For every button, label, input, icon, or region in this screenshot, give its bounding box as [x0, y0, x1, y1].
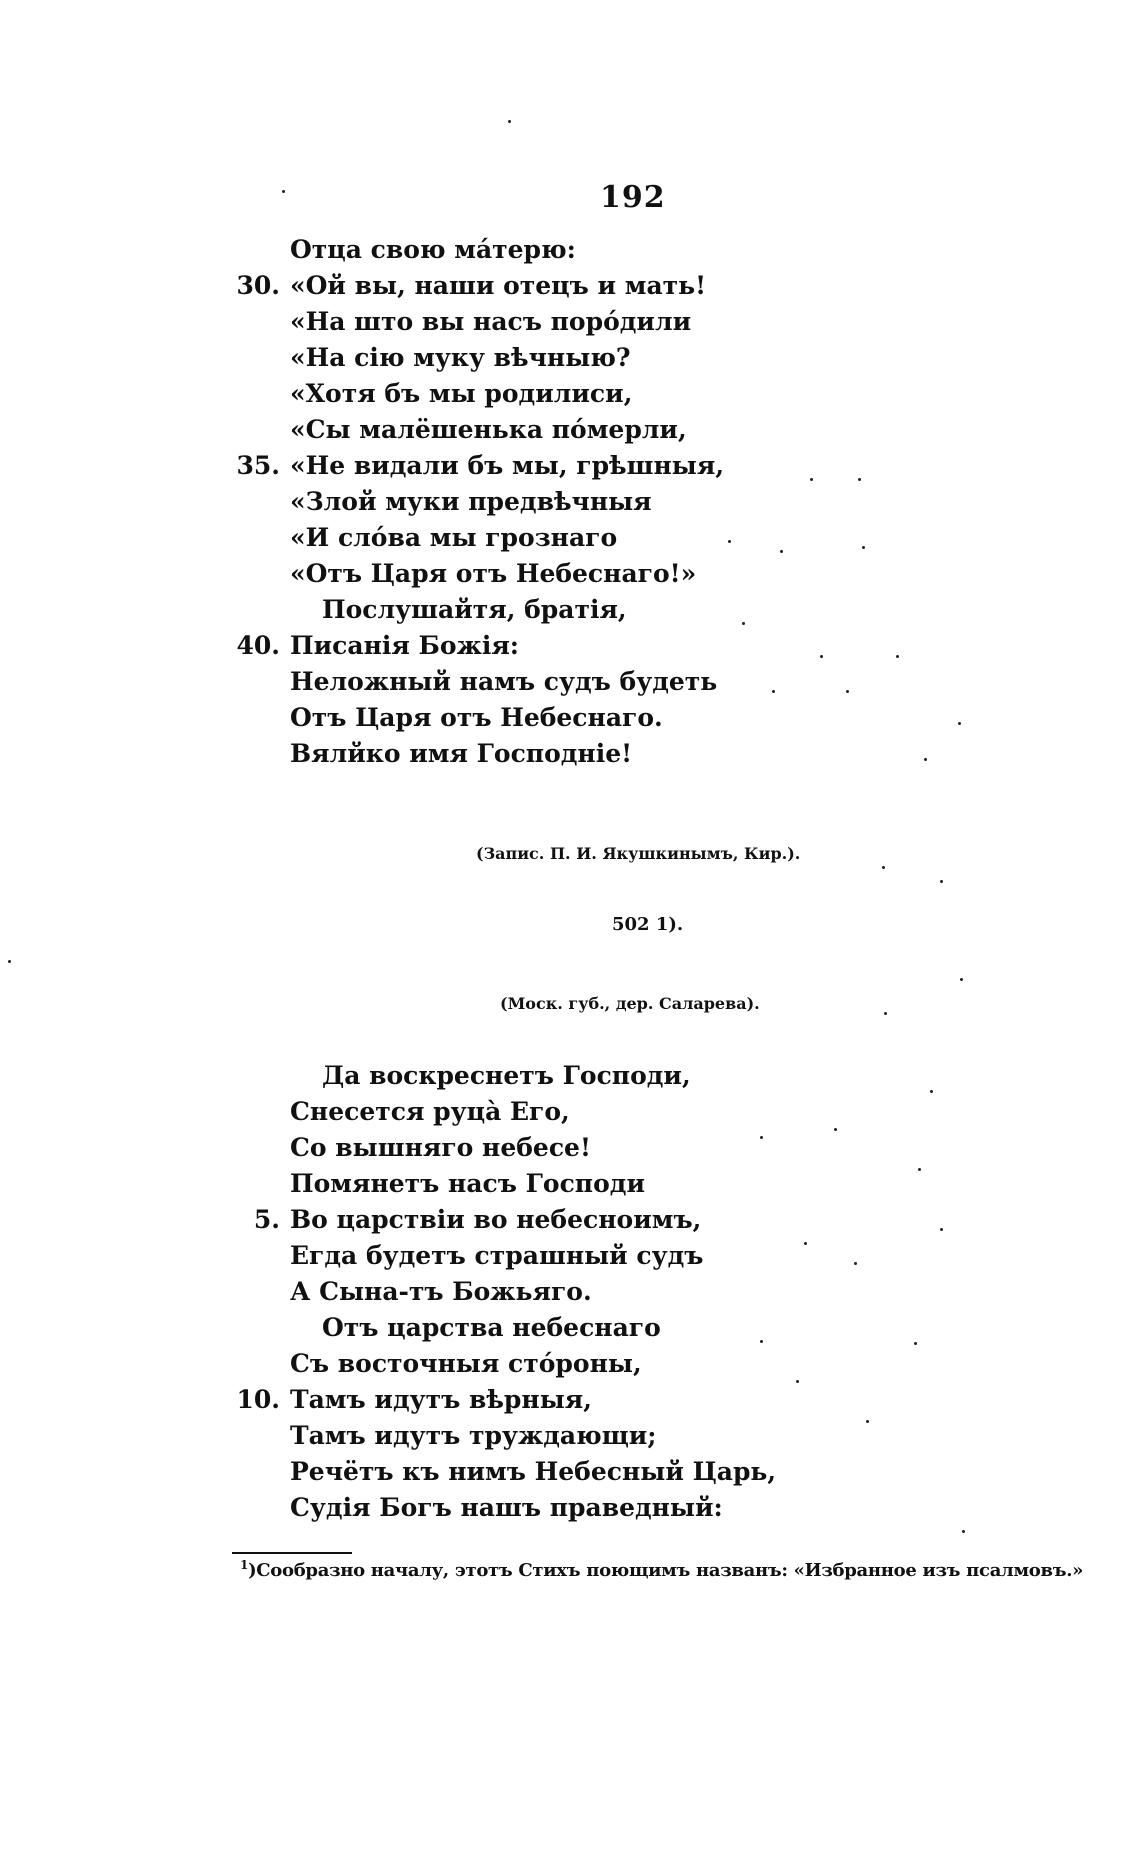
scan-speck [924, 758, 927, 761]
poem-first-stanza [0, 232, 1140, 772]
verse-line-text: Отъ царства небеснаго [322, 1313, 661, 1342]
verse-line [0, 1166, 1140, 1202]
poem-number: 502 [612, 914, 650, 935]
verse-line [0, 1490, 1140, 1526]
scan-speck [780, 550, 783, 553]
poem-number-heading [612, 914, 683, 935]
scan-speck [896, 655, 899, 658]
verse-line [0, 1454, 1140, 1490]
verse-line [0, 736, 1140, 772]
verse-line [0, 304, 1140, 340]
scan-speck [940, 1228, 943, 1231]
verse-line [0, 376, 1140, 412]
verse-line-text: Писанія Божія: [290, 631, 520, 660]
scan-speck [882, 866, 885, 869]
verse-line [0, 1094, 1140, 1130]
scan-speck [862, 546, 865, 549]
verse-line-text: Речётъ къ нимъ Небесный Царь, [290, 1457, 777, 1486]
verse-line-text: Тамъ идутъ вѣрныя, [290, 1385, 592, 1414]
verse-line-text: Вялйко имя Господніе! [290, 739, 633, 768]
verse-line-number: 5. [253, 1205, 280, 1234]
verse-line [0, 1274, 1140, 1310]
verse-line-text: Снесется руцà Его, [290, 1097, 570, 1126]
verse-line-text: Помянетъ насъ Господи [290, 1169, 645, 1198]
verse-line-text: «На што вы насъ порóдили [290, 307, 692, 336]
verse-line-text: «И слóва мы грознаго [290, 523, 618, 552]
verse-line-number: 35. [236, 451, 280, 480]
verse-line [0, 1382, 1140, 1418]
verse-line-text: Послушайтя, братія, [322, 595, 627, 624]
scan-speck [804, 1242, 807, 1245]
scan-speck [810, 478, 813, 481]
scan-speck [884, 1012, 887, 1015]
scan-speck [918, 1168, 921, 1171]
verse-line [0, 1130, 1140, 1166]
scan-speck [834, 1128, 837, 1131]
verse-line [0, 520, 1140, 556]
verse-line [0, 700, 1140, 736]
scan-speck [940, 880, 943, 883]
verse-line [0, 268, 1140, 304]
scan-speck [796, 1380, 799, 1383]
verse-line [0, 556, 1140, 592]
scan-speck [742, 622, 745, 625]
scan-speck [962, 1530, 965, 1533]
verse-line [0, 1310, 1140, 1346]
scan-speck [282, 190, 285, 193]
scan-speck [866, 1420, 869, 1423]
verse-line [0, 340, 1140, 376]
footnote-divider [232, 1552, 352, 1554]
verse-line [0, 1202, 1140, 1238]
scan-speck [820, 655, 823, 658]
verse-line-number: 10. [236, 1385, 280, 1414]
verse-line [0, 1238, 1140, 1274]
verse-line-text: Неложный намъ судъ будеть [290, 667, 718, 696]
scan-speck [960, 978, 963, 981]
verse-line [0, 592, 1140, 628]
verse-line-text: «Злой муки предвѣчныя [290, 487, 652, 516]
footnote-text: )Сообразно началу, этотъ Стихъ поющимъ названъ: «Избранное изъ псалмовъ.» [248, 1560, 1084, 1581]
scan-speck [846, 690, 849, 693]
verse-line-text: Да воскреснетъ Господи, [322, 1061, 691, 1090]
page-number: 192 [600, 180, 666, 215]
scan-speck [508, 120, 511, 123]
scan-speck [772, 690, 775, 693]
poem-second-stanza [0, 1058, 1140, 1526]
verse-line [0, 484, 1140, 520]
verse-line-text: Со вышняго небесе! [290, 1133, 591, 1162]
verse-line [0, 628, 1140, 664]
attribution-note: (Запис. П. И. Якушкинымъ, Кир.). [476, 844, 801, 863]
verse-line-number: 30. [236, 271, 280, 300]
verse-line [0, 232, 1140, 268]
verse-line-text: «Хотя бъ мы родилиси, [290, 379, 633, 408]
verse-line-text: А Сына-тъ Божьяго. [290, 1277, 592, 1306]
scan-speck [930, 1090, 933, 1093]
verse-line-text: «Отъ Царя отъ Небеснаго!» [290, 559, 697, 588]
footnote [240, 1558, 1083, 1581]
verse-line [0, 1418, 1140, 1454]
scan-speck [958, 722, 961, 725]
verse-line-text: «Сы малёшенька пóмерли, [290, 415, 687, 444]
verse-line-text: Отъ Царя отъ Небеснаго. [290, 703, 663, 732]
verse-line [0, 664, 1140, 700]
verse-line-text: «На сію муку вѣчныю? [290, 343, 631, 372]
verse-line-number: 40. [236, 631, 280, 660]
footnote-marker: 1 [240, 1558, 249, 1572]
verse-line-text: «Не видали бъ мы, грѣшныя, [290, 451, 725, 480]
scan-speck [914, 1342, 917, 1345]
verse-line-text: Судія Богъ нашъ праведный: [290, 1493, 723, 1522]
poem-source: (Моск. губ., дер. Саларева). [500, 994, 760, 1013]
verse-line-text: Тамъ идутъ труждающи; [290, 1421, 657, 1450]
scan-speck [728, 540, 731, 543]
verse-line [0, 448, 1140, 484]
poem-number-footnote-ref: 1). [655, 914, 684, 935]
scan-speck [760, 1136, 763, 1139]
verse-line [0, 412, 1140, 448]
scan-speck [8, 960, 11, 963]
scan-speck [854, 1262, 857, 1265]
verse-line-text: Егда будетъ страшный судъ [290, 1241, 704, 1270]
verse-line [0, 1346, 1140, 1382]
verse-line [0, 1058, 1140, 1094]
verse-line-text: Съ восточныя стóроны, [290, 1349, 642, 1378]
verse-line-text: Во царствіи во небесноимъ, [290, 1205, 702, 1234]
verse-line-text: «Ой вы, наши отецъ и мать! [290, 271, 707, 300]
scan-speck [858, 478, 861, 481]
scan-speck [760, 1340, 763, 1343]
verse-line-text: Отца свою мáтерю: [290, 235, 576, 264]
